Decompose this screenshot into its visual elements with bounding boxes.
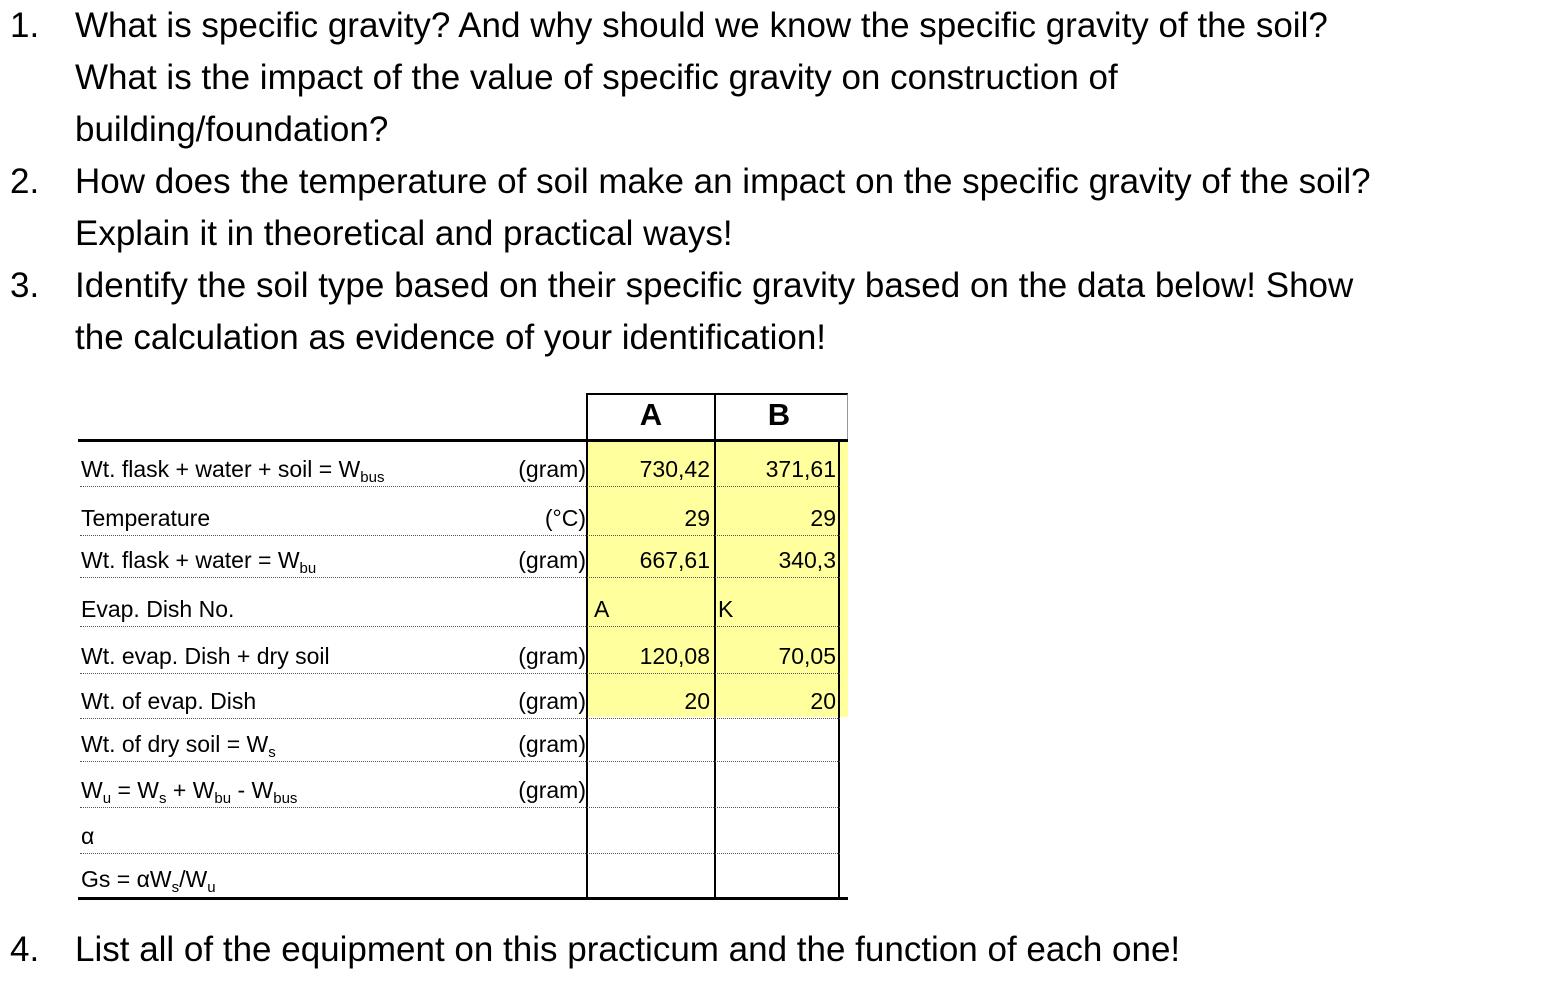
question-text-line: How does the temperature of soil make an impact on the specific gravity of the soil?: [75, 162, 1371, 201]
row-unit: (gram): [518, 456, 586, 482]
table-row: [78, 545, 848, 575]
question-text-line: Explain it in theoretical and practical ways!: [75, 214, 733, 253]
row-label: Wt. evap. Dish + dry soil: [81, 643, 330, 669]
row-unit: (°C): [544, 505, 586, 531]
dish-tag-a: A: [594, 596, 610, 622]
row-unit: (gram): [518, 777, 586, 803]
table-row: [78, 686, 848, 716]
question-text-line: Identify the soil type based on their specific gravity based on the data below! Show: [75, 266, 1354, 305]
row-label: Wt. flask + water = $W_{bu}$: [81, 547, 317, 577]
row-dotted-rule: [80, 577, 840, 578]
row-dotted-rule: [80, 673, 840, 674]
table-row: [78, 864, 848, 894]
row-unit: (gram): [518, 688, 586, 714]
table-row: [78, 775, 848, 805]
question-text-line: the calculation as evidence of your identification!: [75, 318, 827, 357]
row-dotted-rule: [80, 535, 840, 536]
row-dotted-rule: [80, 761, 840, 762]
value-a: 120,08: [639, 643, 710, 669]
row-dotted-rule: [80, 718, 840, 719]
row-dotted-rule: [80, 486, 840, 487]
specific-gravity-data-table: [78, 393, 850, 901]
value-a: 20: [684, 688, 710, 714]
row-label: Temperature: [81, 505, 211, 531]
row-label: α: [81, 823, 95, 849]
row-unit: (gram): [518, 547, 586, 573]
column-header-a: A: [639, 397, 663, 432]
question-text-line: building/foundation?: [75, 110, 389, 149]
table-bottom-rule: [78, 897, 848, 900]
table-row: [78, 594, 848, 624]
value-b: 20: [810, 688, 836, 714]
question-text-line: What is specific gravity? And why should we know the specific gravity of the soil?: [75, 6, 1328, 45]
row-label: Evap. Dish No.: [81, 596, 235, 622]
question-number: 2.: [10, 162, 40, 201]
value-b: 70,05: [778, 643, 836, 669]
row-dotted-rule: [80, 626, 840, 627]
dish-tag-b: K: [718, 596, 734, 622]
row-label: Wt. of evap. Dish: [81, 688, 257, 714]
row-label: Wt. of dry soil = $W_s$: [81, 731, 276, 761]
question-text-line: List all of the equipment on this practicum and the function of each one!: [75, 930, 1181, 969]
question-number: 1.: [10, 6, 40, 45]
table-row: [78, 821, 848, 851]
table-row: [78, 454, 848, 484]
question-number: 4.: [10, 930, 40, 969]
row-label: Wt. flask + water + soil = $W_{bus}$: [81, 456, 385, 486]
row-unit: (gram): [518, 731, 586, 757]
question-text-line: What is the impact of the value of specific gravity on construction of: [75, 58, 1118, 97]
row-dotted-rule: [80, 853, 840, 854]
table-row: [78, 503, 848, 533]
value-a: 667,61: [639, 547, 710, 573]
value-b: 29: [810, 505, 836, 531]
column-header-b: B: [767, 397, 791, 432]
value-b: 371,61: [765, 456, 836, 482]
row-label: $Gs = \alpha W_s/W_u$: [81, 866, 216, 896]
row-unit: (gram): [518, 643, 586, 669]
question-number: 3.: [10, 266, 40, 305]
value-a: 730,42: [639, 456, 710, 482]
table-row: [78, 729, 848, 759]
row-dotted-rule: [80, 807, 840, 808]
row-label: $W_u = W_s + W_{bu} - W_{bus}$: [81, 777, 298, 807]
table-top-rule: [78, 439, 848, 442]
value-a: 29: [684, 505, 710, 531]
value-b: 340,3: [778, 547, 836, 573]
table-row: [78, 641, 848, 671]
